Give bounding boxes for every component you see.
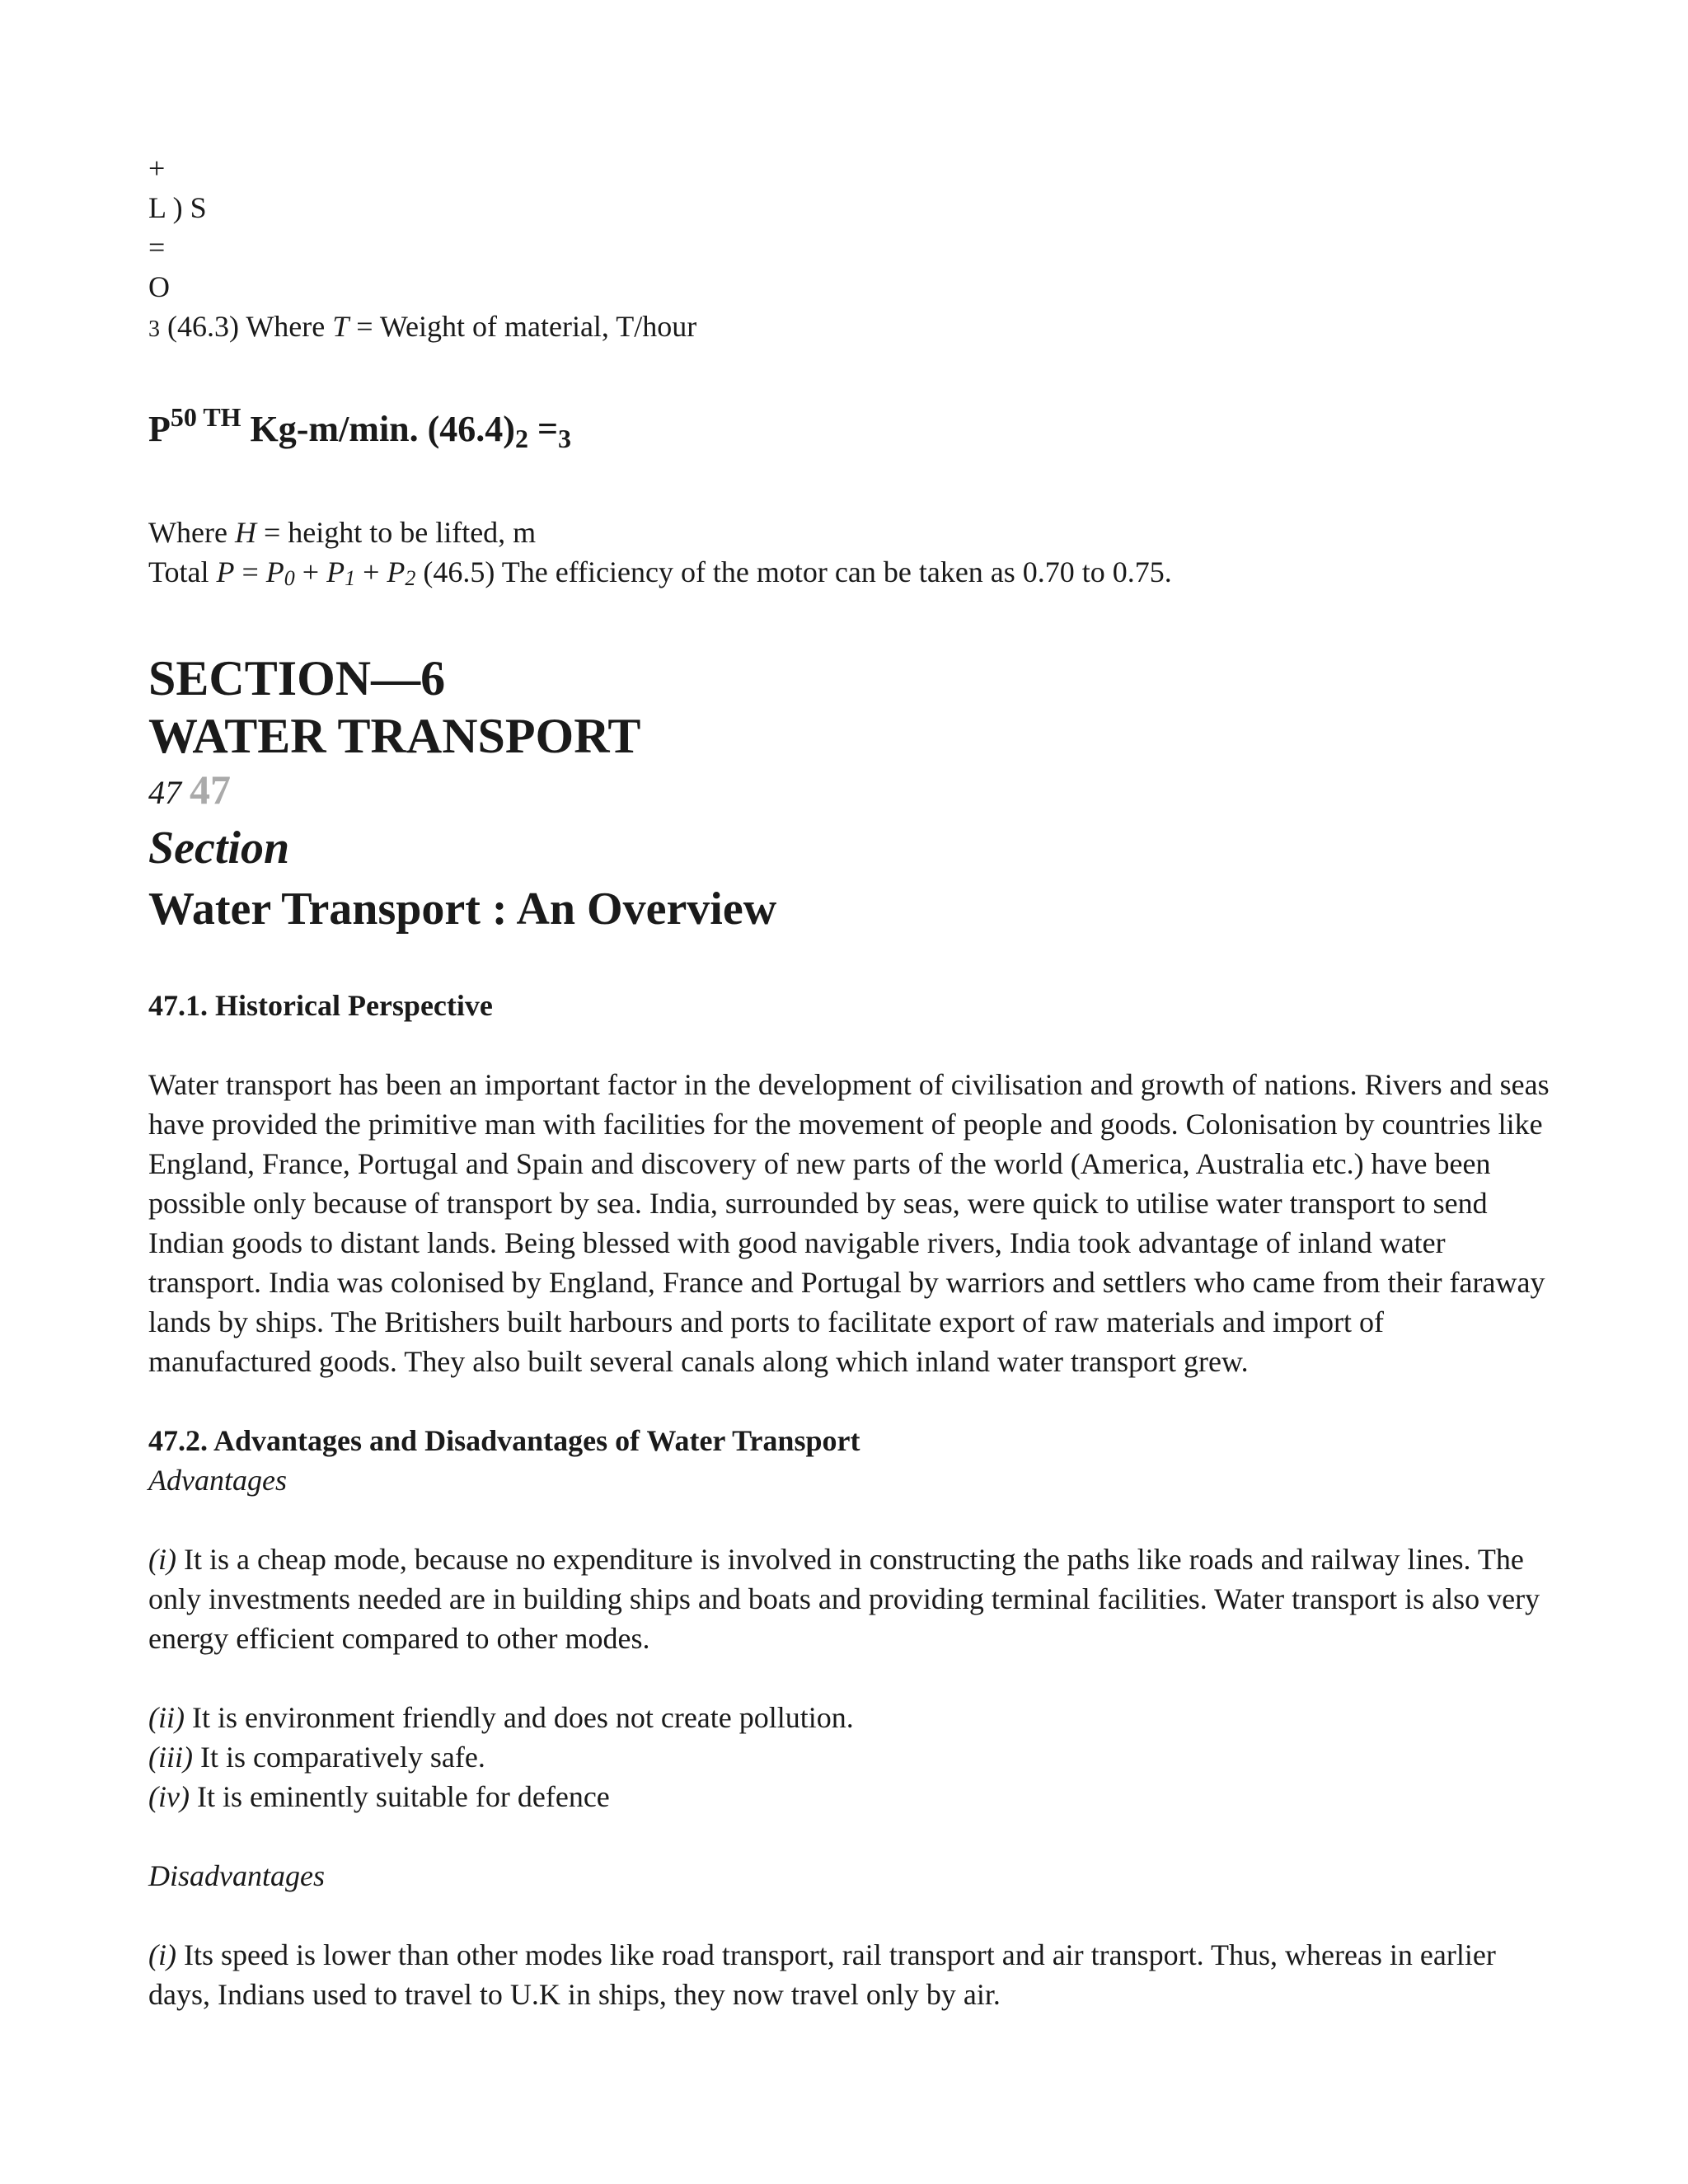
chapter-number: 47 47 <box>148 766 231 813</box>
chapter-title: Water Transport : An Overview <box>148 883 777 935</box>
equation-heading: $P^{50 TH}$ Kg-m/min. $(46.4)_2 =_3$ <box>148 402 572 453</box>
fragment-ls: L ) S <box>148 191 207 224</box>
advantage-item: (iii) It is comparatively safe. <box>148 1741 485 1774</box>
advantage-item: (i) It is a cheap mode, because no expenditure is involved in constructing the paths like roads and railway lines. The only investments needed are in building ships and boats and providing terminal facilities. Water transport is also very energy efficient compared to other modes. <box>148 1543 1540 1655</box>
section-label: SECTION—6 <box>148 651 446 705</box>
section-header <box>148 649 1550 940</box>
total-p-line: Total $P = P_0 + P_1 + P_2$ (46.5) The efficiency of the motor can be taken as 0.70 to 0.75. <box>148 555 1172 590</box>
fragment-o: O <box>148 270 170 303</box>
heading-advantages-disadvantages: 47.2. Advantages and Disadvantages of Water Transport <box>148 1424 860 1457</box>
chapter-number-grey: 47 <box>190 766 231 813</box>
disadvantages-label: Disadvantages <box>148 1859 325 1892</box>
where-h-line: Where H = height to be lifted, m <box>148 516 537 549</box>
advantage-item: (iv) It is eminently suitable for defence <box>148 1780 610 1813</box>
fragment-equals: = <box>148 231 166 264</box>
fragment-sub-3: 3 <box>148 316 160 342</box>
advantages-label: Advantages <box>148 1464 287 1497</box>
section-word: Section <box>148 823 290 874</box>
fragment-plus: + <box>148 152 166 185</box>
paragraph-historical: Water transport has been an important factor in the development of civilisation and growth of nations. Rivers and seas have provided the primitive man with facilities for the movement of people and goods. Colonisation by countries like England, France, Portugal and Spain and discovery of new parts of the world (America, Australia etc.) have been possible only because of transport by sea. India, surrounded by seas, were quick to utilise water transport to send Indian goods to distant lands. Being blessed with good navigable rivers, India took advantage of inland water transport. India was colonised by England, France and Portugal by warriors and settlers who came from their faraway lands by ships. The Britishers built harbours and ports to facilitate export of raw materials and import of manufactured goods. They also built several canals along which inland water transport grew. <box>148 1068 1550 1378</box>
fragment-where-t: 3 (46.3) Where T = Weight of material, T/hour <box>148 310 697 343</box>
section-name: WATER TRANSPORT <box>148 709 641 763</box>
disadvantage-item: (i) Its speed is lower than other modes like road transport, rail transport and air transport. Thus, whereas in earlier days, Indians used to travel to U.K in ships, they now travel only by air. <box>148 1938 1496 2011</box>
formula-fragment <box>148 148 1550 349</box>
advantage-item: (ii) It is environment friendly and does not create pollution. <box>148 1701 854 1734</box>
document-page <box>148 148 1550 2014</box>
heading-historical-perspective: 47.1. Historical Perspective <box>148 989 493 1022</box>
advantage-list <box>148 1698 1550 1816</box>
